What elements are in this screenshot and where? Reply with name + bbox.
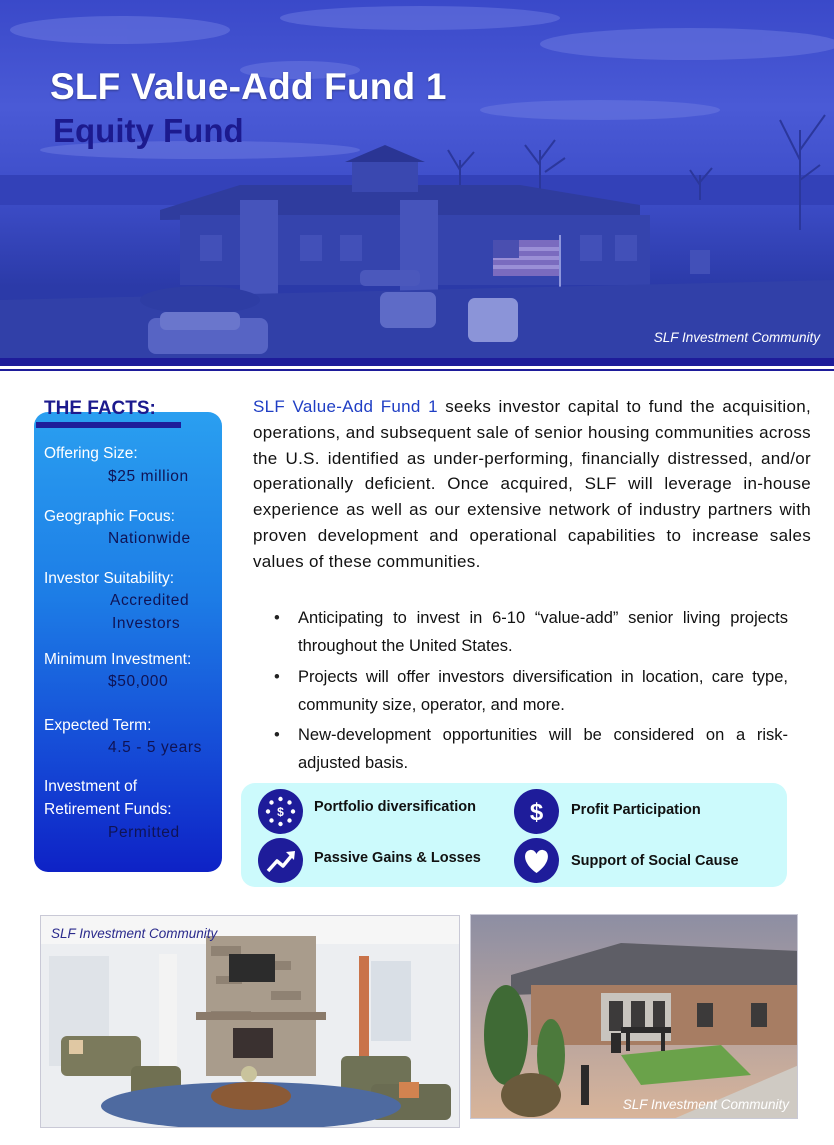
photo-caption: SLF Investment Community xyxy=(622,1097,789,1112)
fact-label-retirement-funds-1: Investment of xyxy=(44,778,138,795)
fact-label-investor-suitability: Investor Suitability: xyxy=(44,570,175,587)
feature-label: Profit Participation xyxy=(571,802,701,818)
fund-name: SLF Value-Add Fund 1 xyxy=(253,397,438,416)
fact-value-minimum-investment: $50,000 xyxy=(108,673,169,690)
header-divider xyxy=(0,358,834,366)
intro-text: seeks investor capital to fund the acquisition, operations, and subsequent sale of senior housing communities across the U.S. identified as under-performing, financially distressed, and/or operationally deficient. Once acquired, SLF will leverage in-house experience as well as our extensive network of industry partners with proven development and operational capabilities to increase sales values of these communities. xyxy=(253,397,811,571)
bullet-list xyxy=(272,604,788,780)
fact-value-investor-suitability-1: Accredited xyxy=(110,592,190,609)
facts-heading-underline xyxy=(36,422,181,428)
hero-banner xyxy=(0,0,834,358)
fact-label-minimum-investment: Minimum Investment: xyxy=(44,651,192,668)
facts-heading: THE FACTS: xyxy=(44,398,156,419)
list-item: • Anticipating to invest in 6-10 “value-add” senior living projects throughout the United States. xyxy=(272,604,788,660)
photo-caption: SLF Investment Community xyxy=(51,926,218,941)
heart-icon xyxy=(514,838,559,883)
fact-value-retirement-funds: Permitted xyxy=(108,824,180,841)
list-item: • New-development opportunities will be considered on a risk-adjusted basis. xyxy=(272,721,788,777)
fact-value-expected-term: 4.5 - 5 years xyxy=(108,739,202,756)
diversification-icon xyxy=(258,789,303,834)
fact-value-investor-suitability-2: Investors xyxy=(112,615,181,632)
trend-up-icon xyxy=(258,838,303,883)
fact-label-offering-size: Offering Size: xyxy=(44,445,138,462)
feature-label: Portfolio diversification xyxy=(314,799,476,815)
page-subtitle: Equity Fund xyxy=(53,112,244,149)
fact-label-expected-term: Expected Term: xyxy=(44,717,152,734)
dollar-icon xyxy=(514,789,559,834)
fact-label-retirement-funds-2: Retirement Funds: xyxy=(44,801,172,818)
page-title: SLF Value-Add Fund 1 xyxy=(50,66,447,107)
svg-text:$: $ xyxy=(529,799,544,826)
intro-paragraph xyxy=(253,394,811,575)
fact-label-geographic-focus: Geographic Focus: xyxy=(44,508,175,525)
fact-value-geographic-focus: Nationwide xyxy=(108,530,191,547)
fact-value-offering-size: $25 million xyxy=(108,468,189,485)
svg-text:$: $ xyxy=(277,805,284,819)
feature-label: Passive Gains & Losses xyxy=(314,850,481,866)
feature-label: Support of Social Cause xyxy=(571,853,739,869)
header-divider-thin xyxy=(0,369,834,371)
interior-photo xyxy=(40,915,460,1128)
list-item: • Projects will offer investors diversification in location, care type, community size, operator, and more. xyxy=(272,663,788,719)
hero-caption: SLF Investment Community xyxy=(653,330,820,345)
courtyard-photo xyxy=(470,914,798,1119)
hero-photo xyxy=(0,0,834,358)
features-box xyxy=(241,783,787,887)
